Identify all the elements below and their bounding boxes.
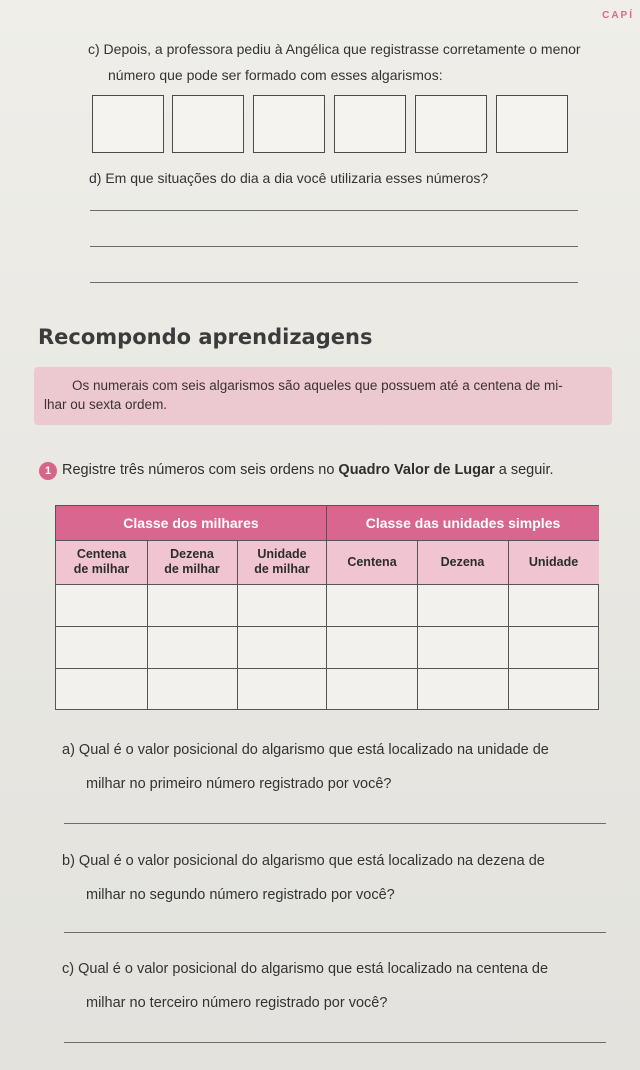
digit-box-5[interactable] — [415, 95, 487, 153]
definition-note — [34, 367, 612, 425]
table-row[interactable] — [56, 585, 599, 626]
col-header-dezena — [417, 540, 508, 584]
activity-instruction — [62, 462, 554, 478]
col3-line2: de milhar — [254, 562, 310, 576]
digit-box-3[interactable] — [253, 95, 325, 153]
col1-line2: de milhar — [73, 562, 130, 576]
activity-text-before: Registre três números com seis ordens no — [62, 462, 339, 478]
question-c-line2: número que pode ser formado com esses algarismos: — [108, 67, 443, 83]
question-c2-line1: c) Qual é o valor posicional do algarismo que está localizado na centena de — [62, 961, 549, 977]
col-header-centena — [327, 540, 417, 584]
col4-line1: Centena — [347, 554, 397, 569]
note-line2: lhar ou sexta ordem. — [44, 397, 168, 412]
col3-line1: Unidade — [257, 547, 307, 561]
col1-line1: Centena — [76, 547, 127, 561]
question-c-line1: c) Depois, a professora pediu à Angélica que registrasse corretamente o menor — [88, 41, 581, 57]
col2-line2: de milhar — [164, 562, 220, 576]
digit-box-4[interactable] — [334, 95, 406, 153]
answer-line-a[interactable] — [64, 823, 606, 824]
digit-box-6[interactable] — [496, 95, 568, 153]
activity-text-after: a seguir. — [494, 462, 554, 478]
note-line1: Os numerais com seis algarismos são aqueles que possuem até a centena de mi- — [72, 378, 563, 393]
activity-number-badge: 1 — [39, 462, 57, 480]
place-value-table — [55, 505, 599, 710]
table-row[interactable] — [56, 669, 599, 709]
col-header-centena-milhar — [56, 540, 147, 584]
section-title: Recompondo aprendizagens — [38, 325, 373, 349]
class-header-units: Classe das unidades simples — [327, 506, 599, 540]
answer-line-d-3[interactable] — [90, 282, 578, 283]
col-header-unidade — [508, 540, 599, 584]
col2-line1: Dezena — [170, 547, 214, 561]
answer-line-b[interactable] — [64, 932, 606, 933]
activity-text-bold: Quadro Valor de Lugar — [338, 462, 495, 478]
col-header-dezena-milhar — [147, 540, 237, 584]
col6-line1: Unidade — [528, 554, 579, 569]
digit-box-2[interactable] — [172, 95, 244, 153]
col5-line1: Dezena — [440, 554, 485, 569]
digit-box-1[interactable] — [92, 95, 164, 153]
class-header-thousands: Classe dos milhares — [56, 506, 326, 540]
answer-line-d-2[interactable] — [90, 246, 578, 247]
question-a-line1: a) Qual é o valor posicional do algarismo que está localizado na unidade de — [62, 742, 549, 758]
row-divider-header — [56, 540, 599, 541]
chapter-corner-label: CAPÍ — [602, 10, 634, 21]
question-b-line1: b) Qual é o valor posicional do algarismo que está localizado na dezena de — [62, 853, 545, 869]
question-d-text: d) Em que situações do dia a dia você utilizaria esses números? — [89, 170, 489, 186]
question-a-line2: milhar no primeiro número registrado por você? — [86, 776, 392, 792]
question-b-line2: milhar no segundo número registrado por você? — [86, 887, 395, 903]
answer-line-c[interactable] — [64, 1042, 606, 1043]
question-c2-line2: milhar no terceiro número registrado por você? — [86, 995, 388, 1011]
table-row[interactable] — [56, 627, 599, 668]
answer-line-d-1[interactable] — [90, 210, 578, 211]
col-header-unidade-milhar — [237, 540, 327, 584]
